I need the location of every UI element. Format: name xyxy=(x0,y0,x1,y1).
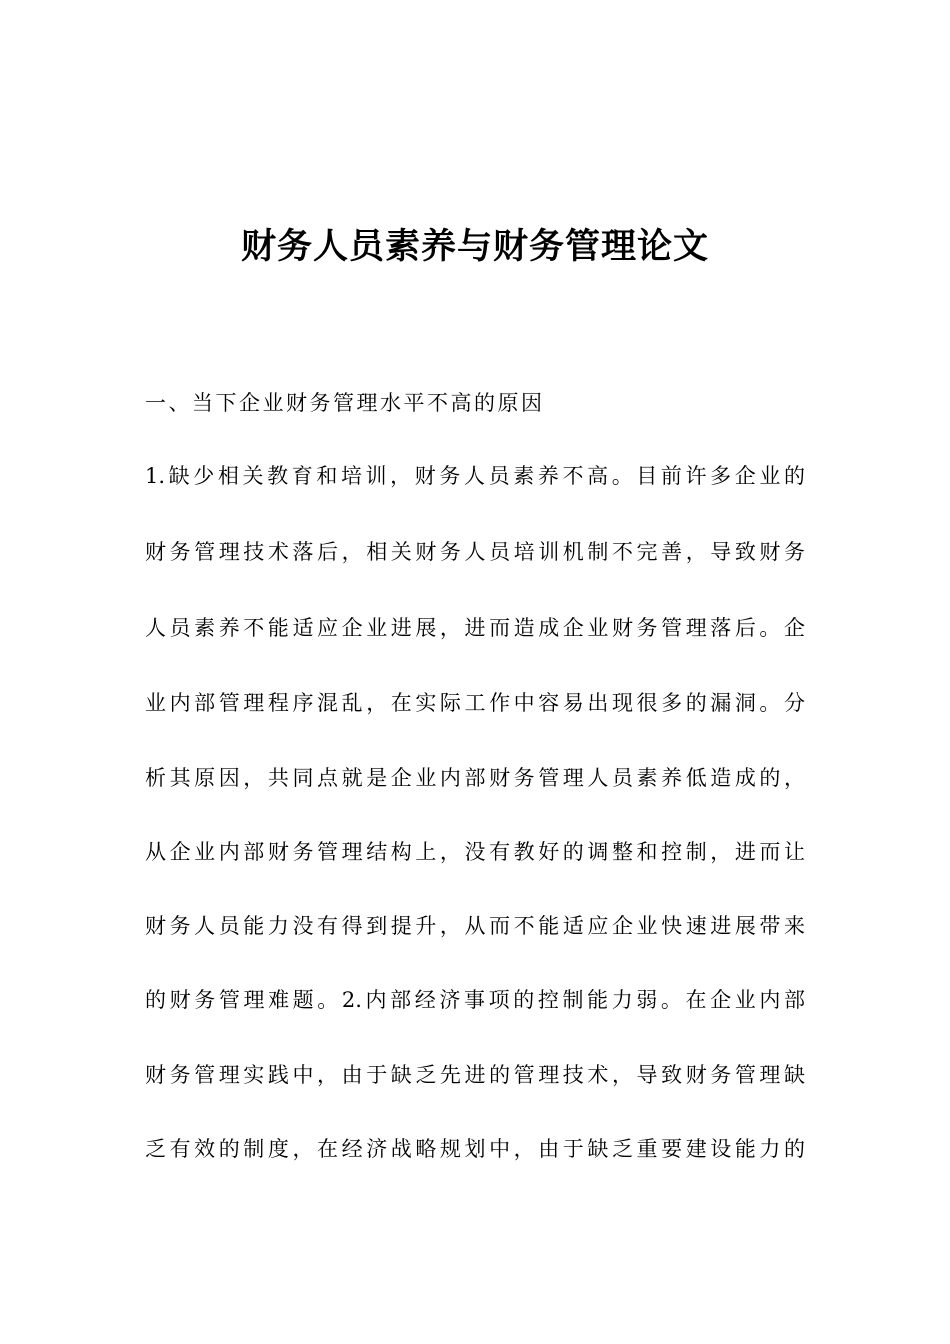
section-heading: 一、当下企业财务管理水平不高的原因 xyxy=(145,391,545,415)
body-line: 人员素养不能适应企业进展，进而造成企业财务管理落后。企 xyxy=(145,616,805,640)
body-line: 财务管理技术落后，相关财务人员培训机制不完善，导致财务 xyxy=(145,540,805,564)
body-line: 业内部管理程序混乱，在实际工作中容易出现很多的漏洞。分 xyxy=(145,691,805,715)
document-title: 财务人员素养与财务管理论文 xyxy=(240,227,709,267)
body-line: 财务人员能力没有得到提升，从而不能适应企业快速进展带来 xyxy=(145,914,805,938)
body-line: 从企业内部财务管理结构上，没有教好的调整和控制，进而让 xyxy=(145,840,805,864)
body-line: 析其原因，共同点就是企业内部财务管理人员素养低造成的， xyxy=(145,766,805,790)
body-line: 的财务管理难题。2.内部经济事项的控制能力弱。在企业内部 xyxy=(145,988,805,1012)
body-line: 乏有效的制度，在经济战略规划中，由于缺乏重要建设能力的 xyxy=(145,1137,805,1161)
body-line: 财务管理实践中，由于缺乏先进的管理技术，导致财务管理缺 xyxy=(145,1063,805,1087)
body-line: 1.缺少相关教育和培训，财务人员素养不高。目前许多企业的 xyxy=(145,464,805,488)
